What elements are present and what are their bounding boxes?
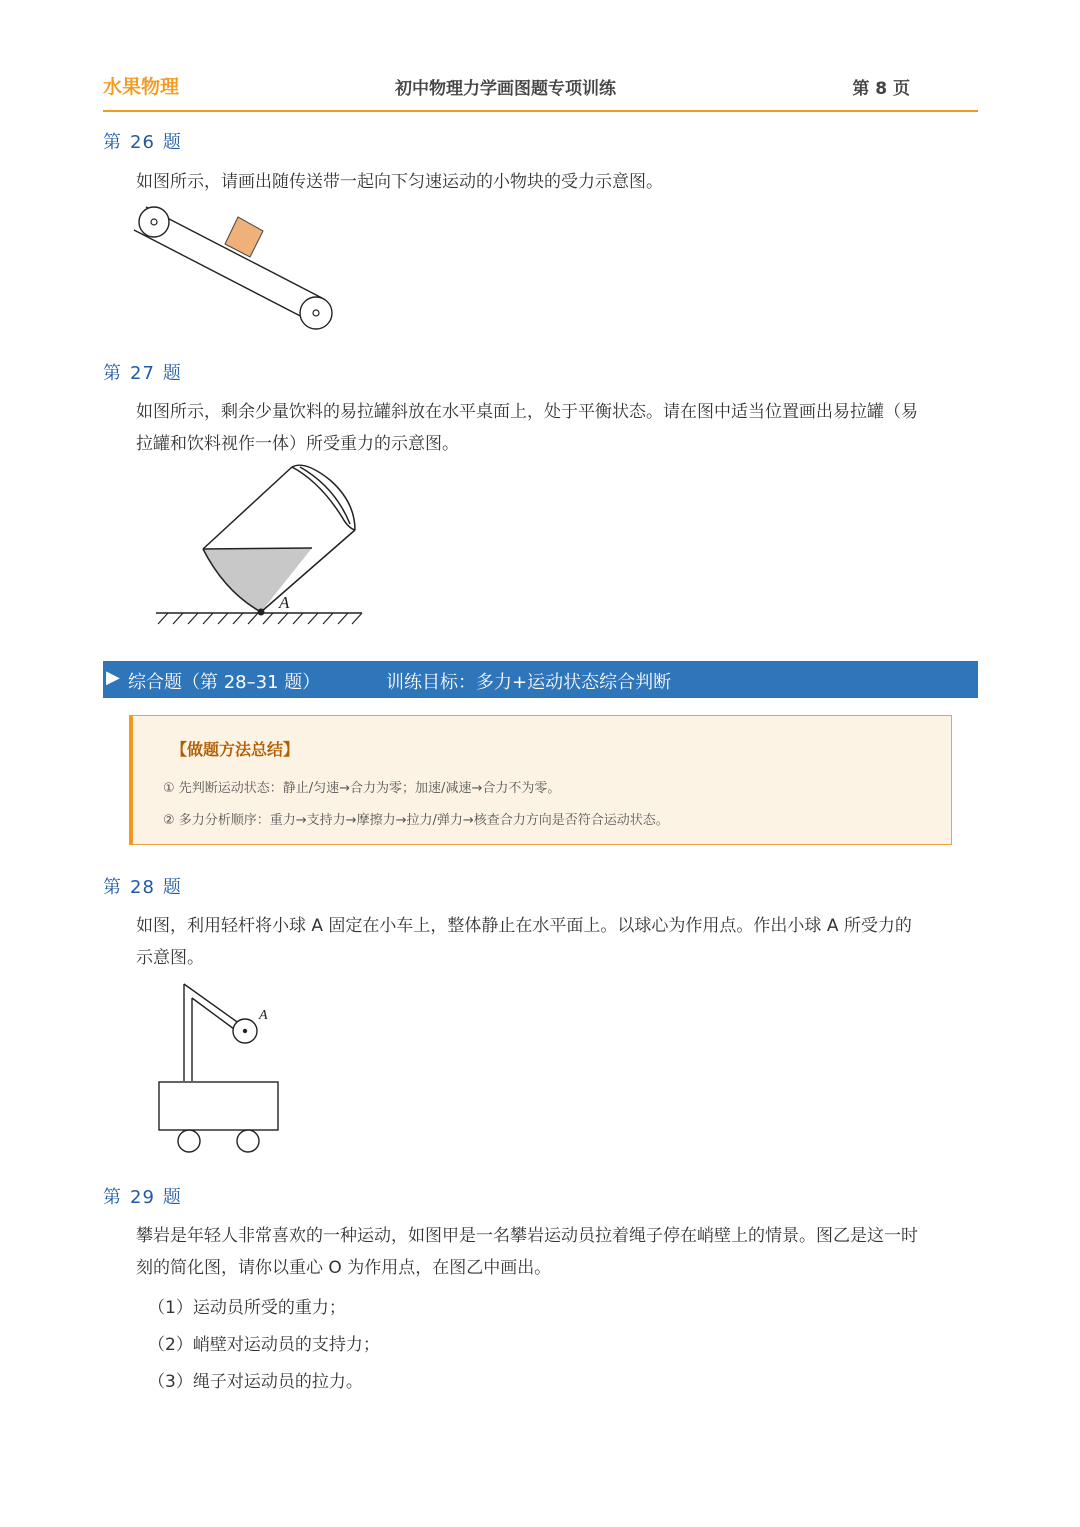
- question-28-text: 如图，利用轻杆将小球 A 固定在小车上，整体静止在水平面上。以球心为作用点。作出小球 A 所受力的 示意图。: [136, 916, 912, 968]
- document-title: 初中物理力学画图题专项训练: [395, 79, 616, 99]
- question-29-text: 攀岩是年轻人非常喜欢的一种运动，如图甲是一名攀岩运动员拉着绳子停在峭壁上的情景。图乙是这一时 刻的简化图，请你以重心 O 为作用点，在图乙中画出。: [136, 1226, 918, 1278]
- brand-name: 水果物理: [103, 76, 180, 98]
- method-item-1: ① 先判断运动状态：静止/匀速→合力为零；加速/减速→合力不为零。: [163, 781, 561, 796]
- page-number: 第 8 页: [852, 79, 910, 99]
- page-header: [103, 70, 978, 112]
- can-figure: [150, 462, 370, 632]
- question-28-heading: 第 28 题: [103, 877, 182, 898]
- section-goal: 训练目标：多力+运动状态综合判断: [386, 672, 672, 693]
- question-29-sub-1: （1）运动员所受的重力；: [148, 1298, 346, 1318]
- ball-center: [243, 1029, 247, 1033]
- right-roller: [300, 297, 332, 329]
- question-27-text: 如图所示，剩余少量饮料的易拉罐斜放在水平桌面上，处于平衡状态。请在图中适当位置画出易拉罐（易 拉罐和饮料视作一体）所受重力的示意图。: [136, 402, 918, 454]
- method-item-2: ② 多力分析顺序：重力→支持力→摩擦力→拉力/弹力→核查合力方向是否符合运动状态。: [163, 813, 669, 828]
- cart-ball-figure: [150, 978, 290, 1158]
- contact-point-a: [258, 609, 265, 616]
- point-a-label: A: [279, 593, 290, 612]
- ball-a-label: A: [259, 1008, 268, 1023]
- can-outline: [203, 465, 355, 612]
- cart-body: [159, 1082, 278, 1130]
- drink-liquid: [203, 548, 312, 612]
- left-roller: [139, 207, 169, 237]
- light-rod: [184, 984, 240, 1081]
- cart-wheel-left: [178, 1130, 200, 1152]
- section-banner: [103, 661, 978, 698]
- method-title: 【做题方法总结】: [171, 740, 300, 759]
- method-summary-box: [129, 715, 952, 845]
- question-26-heading: 第 26 题: [103, 132, 182, 153]
- cart-wheel-right: [237, 1130, 259, 1152]
- question-26-text: 如图所示，请画出随传送带一起向下匀速运动的小物块的受力示意图。: [136, 172, 663, 192]
- question-29-sub-3: （3）绳子对运动员的拉力。: [148, 1372, 363, 1392]
- play-triangle-icon: ▶: [106, 667, 120, 688]
- section-title: 综合题（第 28–31 题）: [128, 672, 321, 693]
- conveyor-belt-figure: [130, 200, 340, 340]
- question-29-sub-2: （2）峭壁对运动员的支持力；: [148, 1335, 380, 1355]
- question-29-heading: 第 29 题: [103, 1187, 182, 1208]
- question-27-heading: 第 27 题: [103, 363, 182, 384]
